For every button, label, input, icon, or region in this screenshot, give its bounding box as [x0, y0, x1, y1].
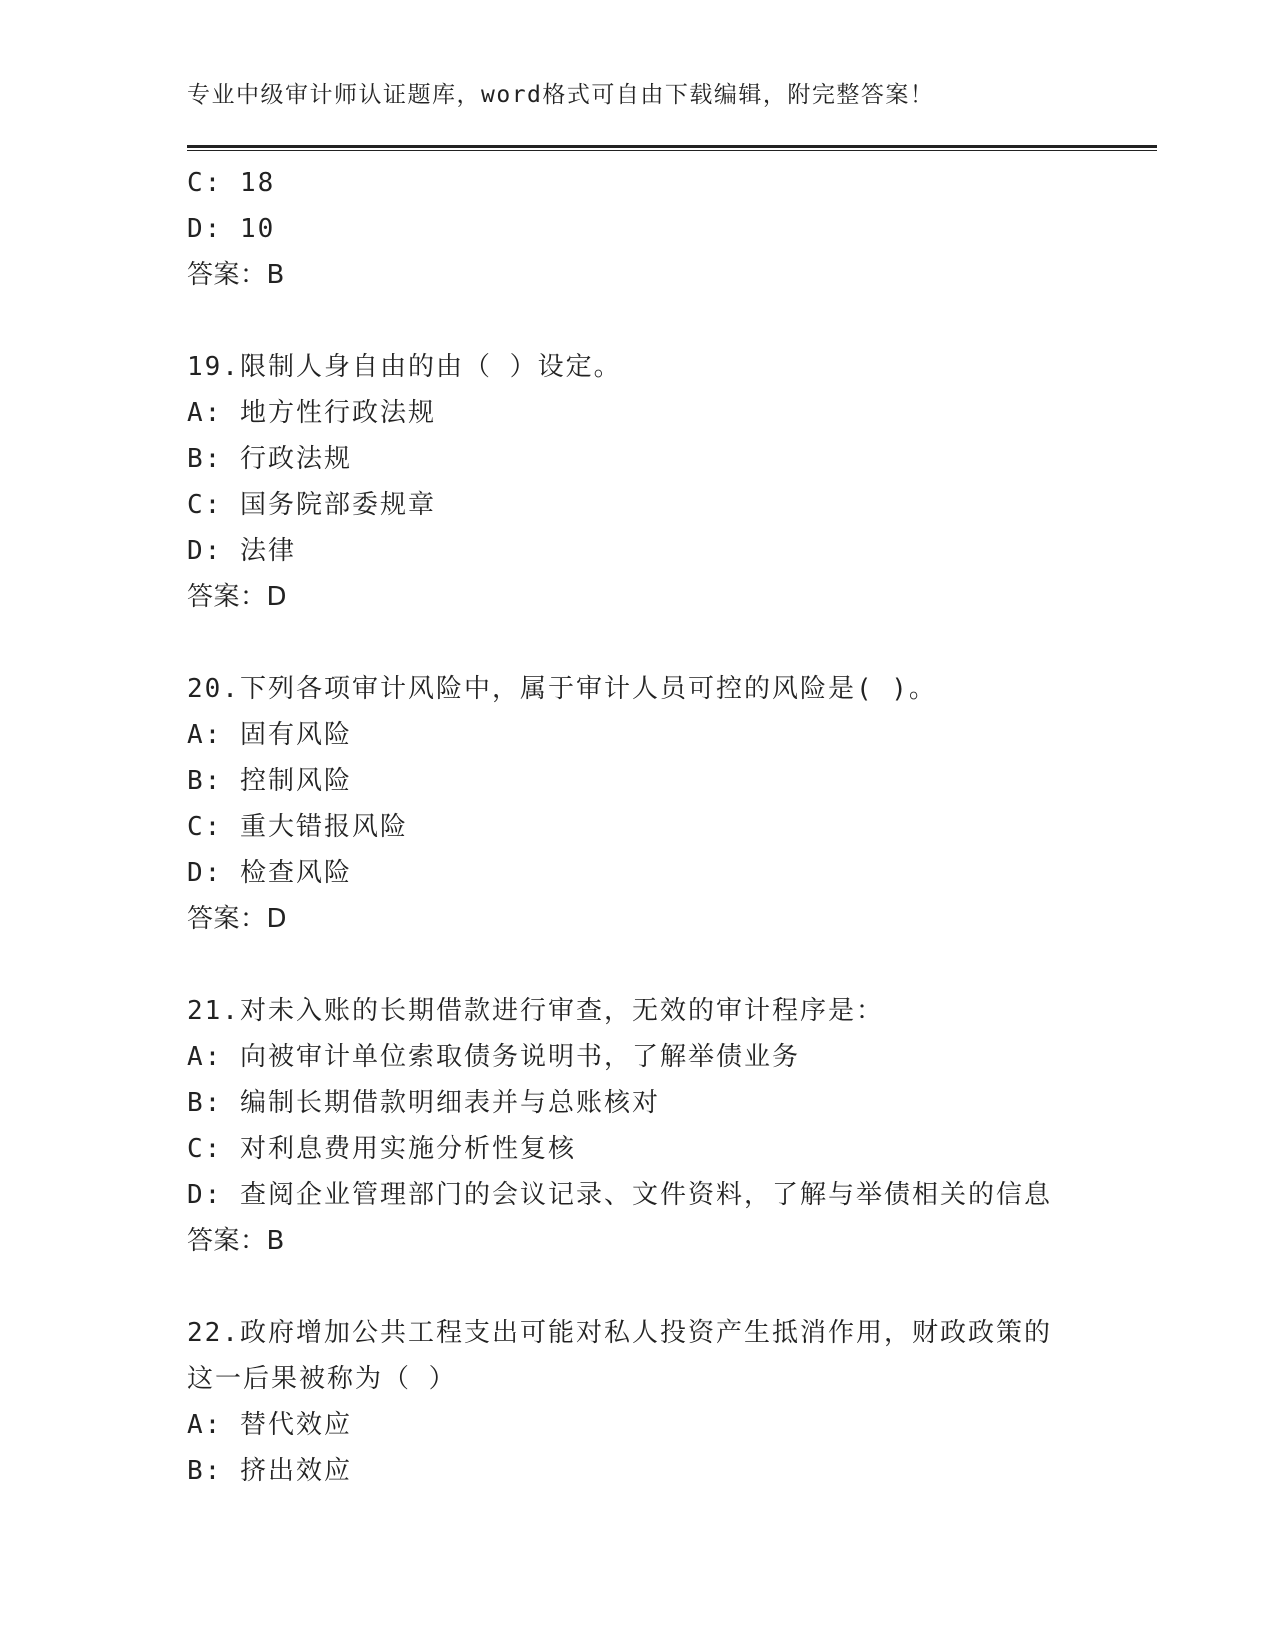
option-line: D: 检查风险 [187, 858, 352, 888]
answer-line: 答案：B [187, 1226, 285, 1256]
answer-line: 答案：B [187, 260, 285, 290]
option-line: A: 地方性行政法规 [187, 398, 436, 428]
option-line: C: 重大错报风险 [187, 812, 408, 842]
option-line: A: 替代效应 [187, 1410, 352, 1440]
option-line: C: 18 [187, 168, 276, 198]
header-rule-thick [187, 145, 1157, 148]
question-stem: 20.下列各项审计风险中，属于审计人员可控的风险是( )。 [187, 674, 937, 704]
option-line: D: 查阅企业管理部门的会议记录、文件资料，了解与举债相关的信息 [187, 1180, 1052, 1210]
spacer [187, 1264, 1087, 1310]
question-stem-continuation: 这一后果被称为（ ） [187, 1364, 457, 1394]
question-stem: 22.政府增加公共工程支出可能对私人投资产生抵消作用，财政政策的 [187, 1318, 1052, 1348]
question-stem: 19.限制人身自由的由（ ）设定。 [187, 352, 622, 382]
answer-line: 答案：D [187, 582, 288, 612]
option-line: D: 10 [187, 214, 276, 244]
question-22 [187, 1310, 1087, 1494]
question-19 [187, 344, 1087, 620]
spacer [187, 298, 1087, 344]
spacer [187, 620, 1087, 666]
option-line: B: 挤出效应 [187, 1456, 352, 1486]
header-rule-thin [187, 150, 1157, 151]
question-21 [187, 988, 1087, 1264]
option-line: A: 向被审计单位索取债务说明书，了解举债业务 [187, 1042, 800, 1072]
option-line: C: 国务院部委规章 [187, 490, 436, 520]
option-line: A: 固有风险 [187, 720, 352, 750]
previous-question-tail [187, 160, 1087, 298]
question-stem: 21.对未入账的长期借款进行审查，无效的审计程序是： [187, 996, 884, 1026]
document-header: 专业中级审计师认证题库，word格式可自由下载编辑，附完整答案！ [187, 82, 935, 108]
answer-line: 答案：D [187, 904, 288, 934]
document-body [187, 160, 1087, 1494]
question-20 [187, 666, 1087, 942]
option-line: B: 控制风险 [187, 766, 352, 796]
option-line: B: 行政法规 [187, 444, 352, 474]
option-line: C: 对利息费用实施分析性复核 [187, 1134, 576, 1164]
option-line: B: 编制长期借款明细表并与总账核对 [187, 1088, 660, 1118]
option-line: D: 法律 [187, 536, 296, 566]
spacer [187, 942, 1087, 988]
